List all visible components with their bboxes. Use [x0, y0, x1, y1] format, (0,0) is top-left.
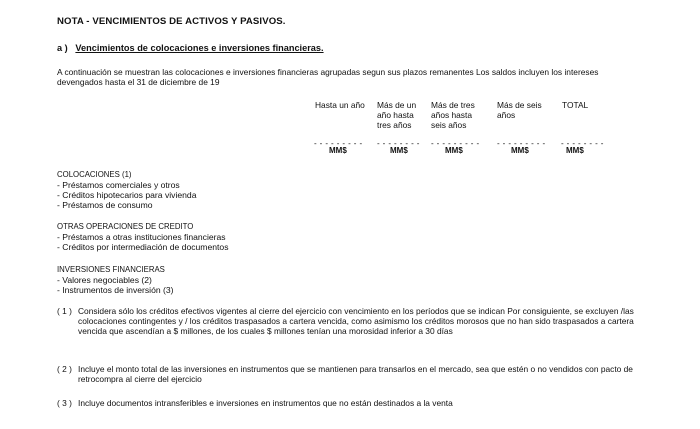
footnote-2: [57, 364, 637, 384]
page-title: NOTA - VENCIMIENTOS DE ACTIVOS Y PASIVOS.: [57, 16, 286, 27]
list-item: - Créditos por intermediación de documentos: [57, 242, 229, 252]
footnote-text: Considera sólo los créditos efectivos vigentes al cierre del ejercicio con vencimiento en los períodos que se indican Por consiguiente, se excluyen /las colocaciones contingentes y / los créditos traspasados a cartera vencida, como asimismo los créditos morosos que no han sido traspasados a cartera vencida que ascendían a $ millones, de los cuales $ millones tenían una morosidad inferior a 30 días: [78, 306, 634, 336]
footnote-3: [57, 398, 637, 408]
column-unit: MM$: [511, 146, 529, 155]
column-header-total: TOTAL: [562, 100, 589, 110]
section-heading-inversiones: INVERSIONES FINANCIERAS: [57, 265, 165, 274]
footnote-text: Incluye el monto total de las inversiones en instrumentos que se mantienen para transarlos en el mercado, sea que estén o no vendidos con pacto de retrocompra al cierre del ejercicio: [78, 364, 633, 384]
column-unit: MM$: [329, 146, 347, 155]
section-subtitle: [57, 43, 324, 53]
footnote-number: ( 1 ): [57, 306, 72, 316]
subtitle-text: Vencimientos de colocaciones e inversiones financieras.: [75, 43, 324, 53]
column-header-hasta-un-ano: Hasta un año: [315, 100, 365, 110]
column-header-tres-a-seis: Más de tres años hasta seis años: [431, 100, 475, 130]
list-item: - Préstamos a otras instituciones financieras: [57, 232, 226, 242]
column-rule: - - - - - - - -: [377, 139, 420, 148]
intro-paragraph: A continuación se muestran las colocaciones e inversiones financieras agrupadas segun sus plazos remanentes Los saldos incluyen los intereses devengados hasta el 31 de diciembre de 19: [57, 67, 599, 87]
column-rule: - - - - - - - - -: [497, 139, 546, 148]
section-heading-otras-operaciones: OTRAS OPERACIONES DE CREDITO: [57, 222, 194, 231]
section-heading-colocaciones: COLOCACIONES (1): [57, 170, 132, 179]
column-header-mas-de-seis: Más de seis años: [497, 100, 542, 120]
column-header-uno-a-tres: Más de un año hasta tres años: [377, 100, 417, 130]
column-rule: - - - - - - - - -: [314, 139, 363, 148]
footnote-number: ( 3 ): [57, 398, 72, 408]
footnote-number: ( 2 ): [57, 364, 72, 374]
list-item: - Préstamos comerciales y otros: [57, 180, 180, 190]
list-item: - Créditos hipotecarios para vivienda: [57, 190, 197, 200]
subtitle-prefix: a ): [57, 43, 68, 53]
column-unit: MM$: [390, 146, 408, 155]
list-item: - Préstamos de consumo: [57, 200, 153, 210]
list-item: - Instrumentos de inversión (3): [57, 285, 174, 295]
column-unit: MM$: [566, 146, 584, 155]
column-unit: MM$: [445, 146, 463, 155]
footnote-text: Incluye documentos intransferibles e inversiones en instrumentos que no están destinados a la venta: [78, 398, 453, 408]
column-rule: - - - - - - - -: [561, 139, 604, 148]
footnote-1: [57, 306, 637, 336]
list-item: - Valores negociables (2): [57, 275, 152, 285]
column-rule: - - - - - - - - -: [431, 139, 480, 148]
